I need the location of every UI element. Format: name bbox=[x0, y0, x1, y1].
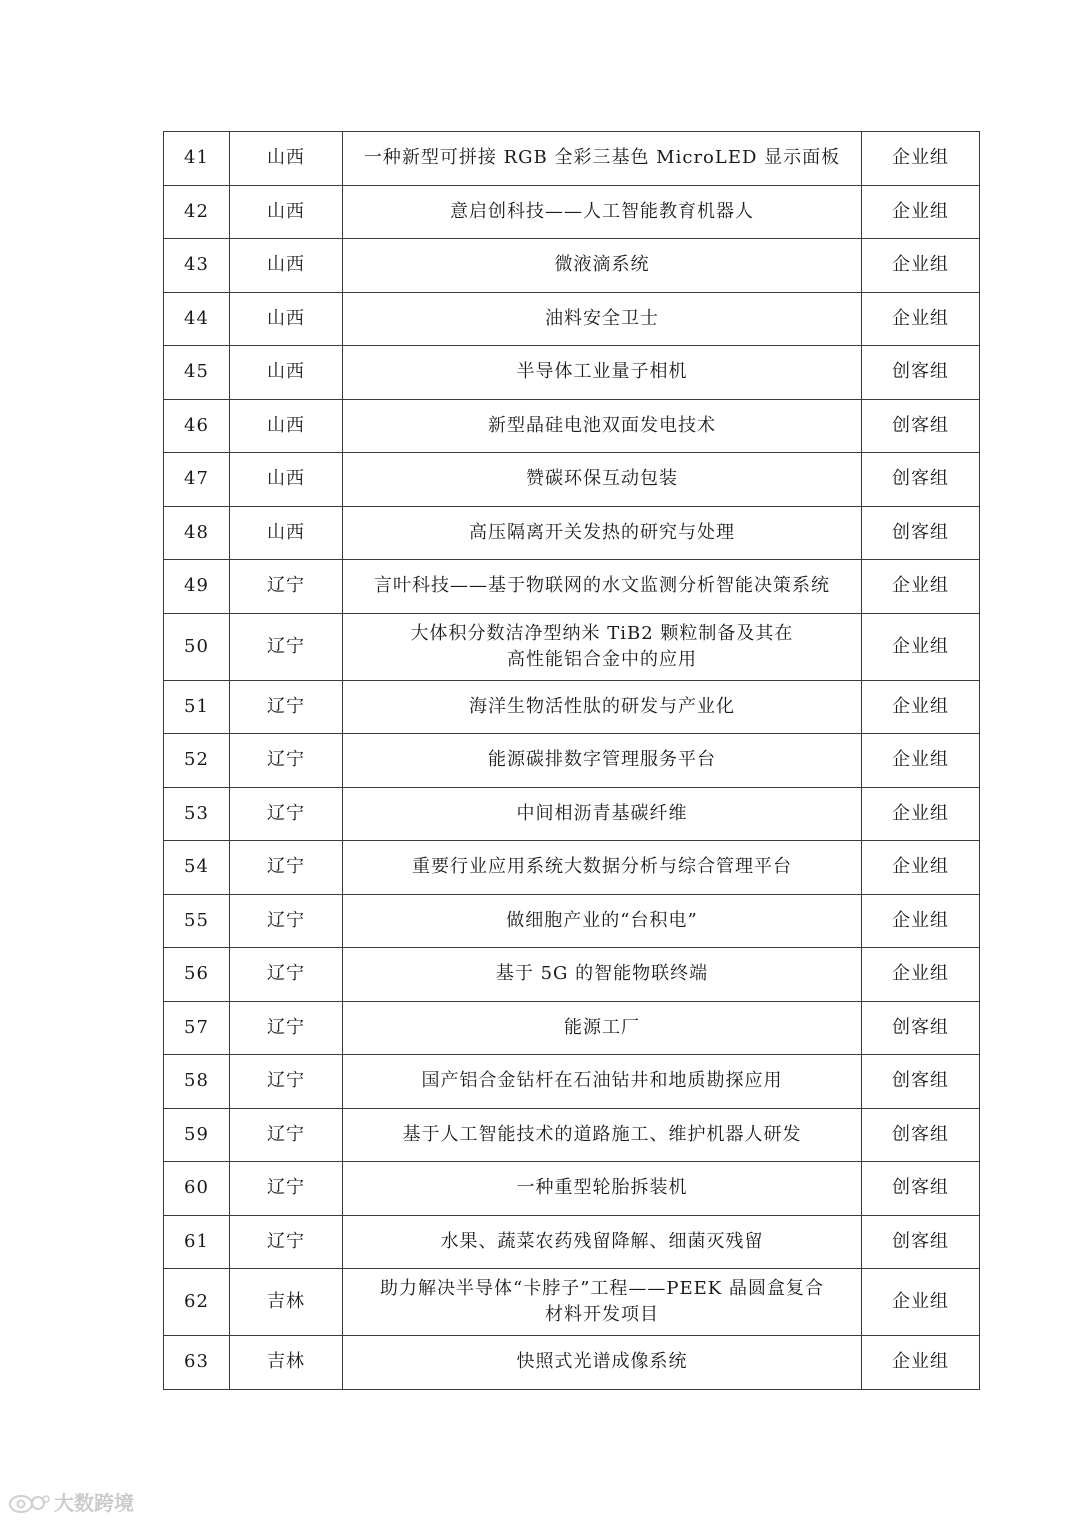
row-number: 46 bbox=[164, 399, 230, 453]
project-table-body bbox=[164, 132, 980, 1390]
row-number: 44 bbox=[164, 292, 230, 346]
project-name-line-1: 助力解决半导体“卡脖子”工程——PEEK 晶圆盒复合 bbox=[380, 1278, 824, 1299]
row-group: 创客组 bbox=[862, 346, 980, 400]
row-number: 51 bbox=[164, 680, 230, 734]
project-table bbox=[163, 131, 980, 1390]
project-name-line-2: 高性能铝合金中的应用 bbox=[507, 648, 697, 670]
row-province: 辽宁 bbox=[230, 1055, 343, 1109]
table-row bbox=[164, 1055, 980, 1109]
row-group: 创客组 bbox=[862, 399, 980, 453]
row-project-name: 赞碳环保互动包装 bbox=[343, 453, 862, 507]
table-row bbox=[164, 506, 980, 560]
row-group: 创客组 bbox=[862, 506, 980, 560]
row-group: 企业组 bbox=[862, 948, 980, 1002]
watermark bbox=[8, 1487, 134, 1516]
row-project-name: 油料安全卫士 bbox=[343, 292, 862, 346]
row-group: 企业组 bbox=[862, 841, 980, 895]
row-group: 企业组 bbox=[862, 734, 980, 788]
row-project-name: 海洋生物活性肽的研发与产业化 bbox=[343, 680, 862, 734]
row-project-name: 半导体工业量子相机 bbox=[343, 346, 862, 400]
table-row bbox=[164, 453, 980, 507]
row-group: 企业组 bbox=[862, 560, 980, 614]
row-province: 辽宁 bbox=[230, 894, 343, 948]
row-province: 山西 bbox=[230, 506, 343, 560]
row-group: 企业组 bbox=[862, 894, 980, 948]
row-number: 52 bbox=[164, 734, 230, 788]
table-row bbox=[164, 734, 980, 788]
row-province: 吉林 bbox=[230, 1269, 343, 1336]
table-row bbox=[164, 560, 980, 614]
row-project-name: 新型晶硅电池双面发电技术 bbox=[343, 399, 862, 453]
row-group: 企业组 bbox=[862, 1336, 980, 1390]
row-province: 辽宁 bbox=[230, 734, 343, 788]
row-number: 45 bbox=[164, 346, 230, 400]
table-row bbox=[164, 787, 980, 841]
row-number: 55 bbox=[164, 894, 230, 948]
row-project-name: 高压隔离开关发热的研究与处理 bbox=[343, 506, 862, 560]
row-number: 57 bbox=[164, 1001, 230, 1055]
row-group: 企业组 bbox=[862, 787, 980, 841]
table-row bbox=[164, 1336, 980, 1390]
row-number: 49 bbox=[164, 560, 230, 614]
row-number: 50 bbox=[164, 613, 230, 680]
row-group: 企业组 bbox=[862, 1269, 980, 1336]
row-number: 42 bbox=[164, 185, 230, 239]
table-row bbox=[164, 1269, 980, 1336]
row-project-name: 一种重型轮胎拆装机 bbox=[343, 1162, 862, 1216]
row-group: 创客组 bbox=[862, 1108, 980, 1162]
table-row bbox=[164, 132, 980, 186]
row-province: 辽宁 bbox=[230, 680, 343, 734]
row-project-name bbox=[343, 1269, 862, 1336]
row-group: 创客组 bbox=[862, 453, 980, 507]
row-number: 60 bbox=[164, 1162, 230, 1216]
row-province: 辽宁 bbox=[230, 613, 343, 680]
row-number: 63 bbox=[164, 1336, 230, 1390]
row-project-name: 中间相沥青基碳纤维 bbox=[343, 787, 862, 841]
table-row bbox=[164, 1162, 980, 1216]
row-number: 56 bbox=[164, 948, 230, 1002]
row-number: 59 bbox=[164, 1108, 230, 1162]
row-number: 53 bbox=[164, 787, 230, 841]
row-number: 47 bbox=[164, 453, 230, 507]
watermark-text: 大数跨境 bbox=[54, 1491, 134, 1515]
table-row bbox=[164, 239, 980, 293]
row-province: 辽宁 bbox=[230, 948, 343, 1002]
row-number: 61 bbox=[164, 1215, 230, 1269]
row-group: 企业组 bbox=[862, 292, 980, 346]
row-group: 创客组 bbox=[862, 1162, 980, 1216]
table-row bbox=[164, 1108, 980, 1162]
row-project-name: 基于 5G 的智能物联终端 bbox=[343, 948, 862, 1002]
row-number: 48 bbox=[164, 506, 230, 560]
row-province: 山西 bbox=[230, 292, 343, 346]
row-project-name: 意启创科技——人工智能教育机器人 bbox=[343, 185, 862, 239]
row-project-name: 水果、蔬菜农药残留降解、细菌灭残留 bbox=[343, 1215, 862, 1269]
row-province: 辽宁 bbox=[230, 787, 343, 841]
row-group: 企业组 bbox=[862, 680, 980, 734]
project-name-line-2: 材料开发项目 bbox=[545, 1304, 659, 1325]
table-row bbox=[164, 1215, 980, 1269]
row-number: 58 bbox=[164, 1055, 230, 1109]
row-project-name: 重要行业应用系统大数据分析与综合管理平台 bbox=[343, 841, 862, 895]
table-row bbox=[164, 399, 980, 453]
row-province: 吉林 bbox=[230, 1336, 343, 1390]
row-project-name: 能源碳排数字管理服务平台 bbox=[343, 734, 862, 788]
row-province: 山西 bbox=[230, 399, 343, 453]
table-row bbox=[164, 346, 980, 400]
row-group: 创客组 bbox=[862, 1001, 980, 1055]
table-row bbox=[164, 680, 980, 734]
row-group: 企业组 bbox=[862, 185, 980, 239]
row-project-name: 做细胞产业的“台积电” bbox=[343, 894, 862, 948]
row-province: 辽宁 bbox=[230, 1215, 343, 1269]
table-row bbox=[164, 948, 980, 1002]
row-province: 山西 bbox=[230, 453, 343, 507]
table-row bbox=[164, 894, 980, 948]
row-province: 辽宁 bbox=[230, 1108, 343, 1162]
row-province: 山西 bbox=[230, 185, 343, 239]
row-project-name: 一种新型可拼接 RGB 全彩三基色 MicroLED 显示面板 bbox=[343, 132, 862, 186]
table-row bbox=[164, 841, 980, 895]
row-province: 辽宁 bbox=[230, 1162, 343, 1216]
row-project-name: 言叶科技——基于物联网的水文监测分析智能决策系统 bbox=[343, 560, 862, 614]
row-project-name: 微液滴系统 bbox=[343, 239, 862, 293]
row-project-name bbox=[343, 613, 862, 680]
project-name-line-1: 大体积分数洁净型纳米 TiB2 颗粒制备及其在 bbox=[410, 622, 794, 644]
row-group: 创客组 bbox=[862, 1215, 980, 1269]
row-project-name: 基于人工智能技术的道路施工、维护机器人研发 bbox=[343, 1108, 862, 1162]
table-row bbox=[164, 185, 980, 239]
table-row bbox=[164, 1001, 980, 1055]
weibo-logo-icon bbox=[8, 1491, 50, 1513]
row-number: 41 bbox=[164, 132, 230, 186]
row-province: 辽宁 bbox=[230, 841, 343, 895]
row-group: 企业组 bbox=[862, 613, 980, 680]
row-number: 62 bbox=[164, 1269, 230, 1336]
row-province: 辽宁 bbox=[230, 1001, 343, 1055]
row-number: 54 bbox=[164, 841, 230, 895]
row-group: 企业组 bbox=[862, 239, 980, 293]
row-project-name: 国产铝合金钻杆在石油钻井和地质勘探应用 bbox=[343, 1055, 862, 1109]
row-number: 43 bbox=[164, 239, 230, 293]
row-group: 企业组 bbox=[862, 132, 980, 186]
row-province: 山西 bbox=[230, 132, 343, 186]
row-group: 创客组 bbox=[862, 1055, 980, 1109]
table-row bbox=[164, 613, 980, 680]
row-project-name: 快照式光谱成像系统 bbox=[343, 1336, 862, 1390]
table-row bbox=[164, 292, 980, 346]
row-province: 辽宁 bbox=[230, 560, 343, 614]
row-province: 山西 bbox=[230, 239, 343, 293]
row-province: 山西 bbox=[230, 346, 343, 400]
row-project-name: 能源工厂 bbox=[343, 1001, 862, 1055]
